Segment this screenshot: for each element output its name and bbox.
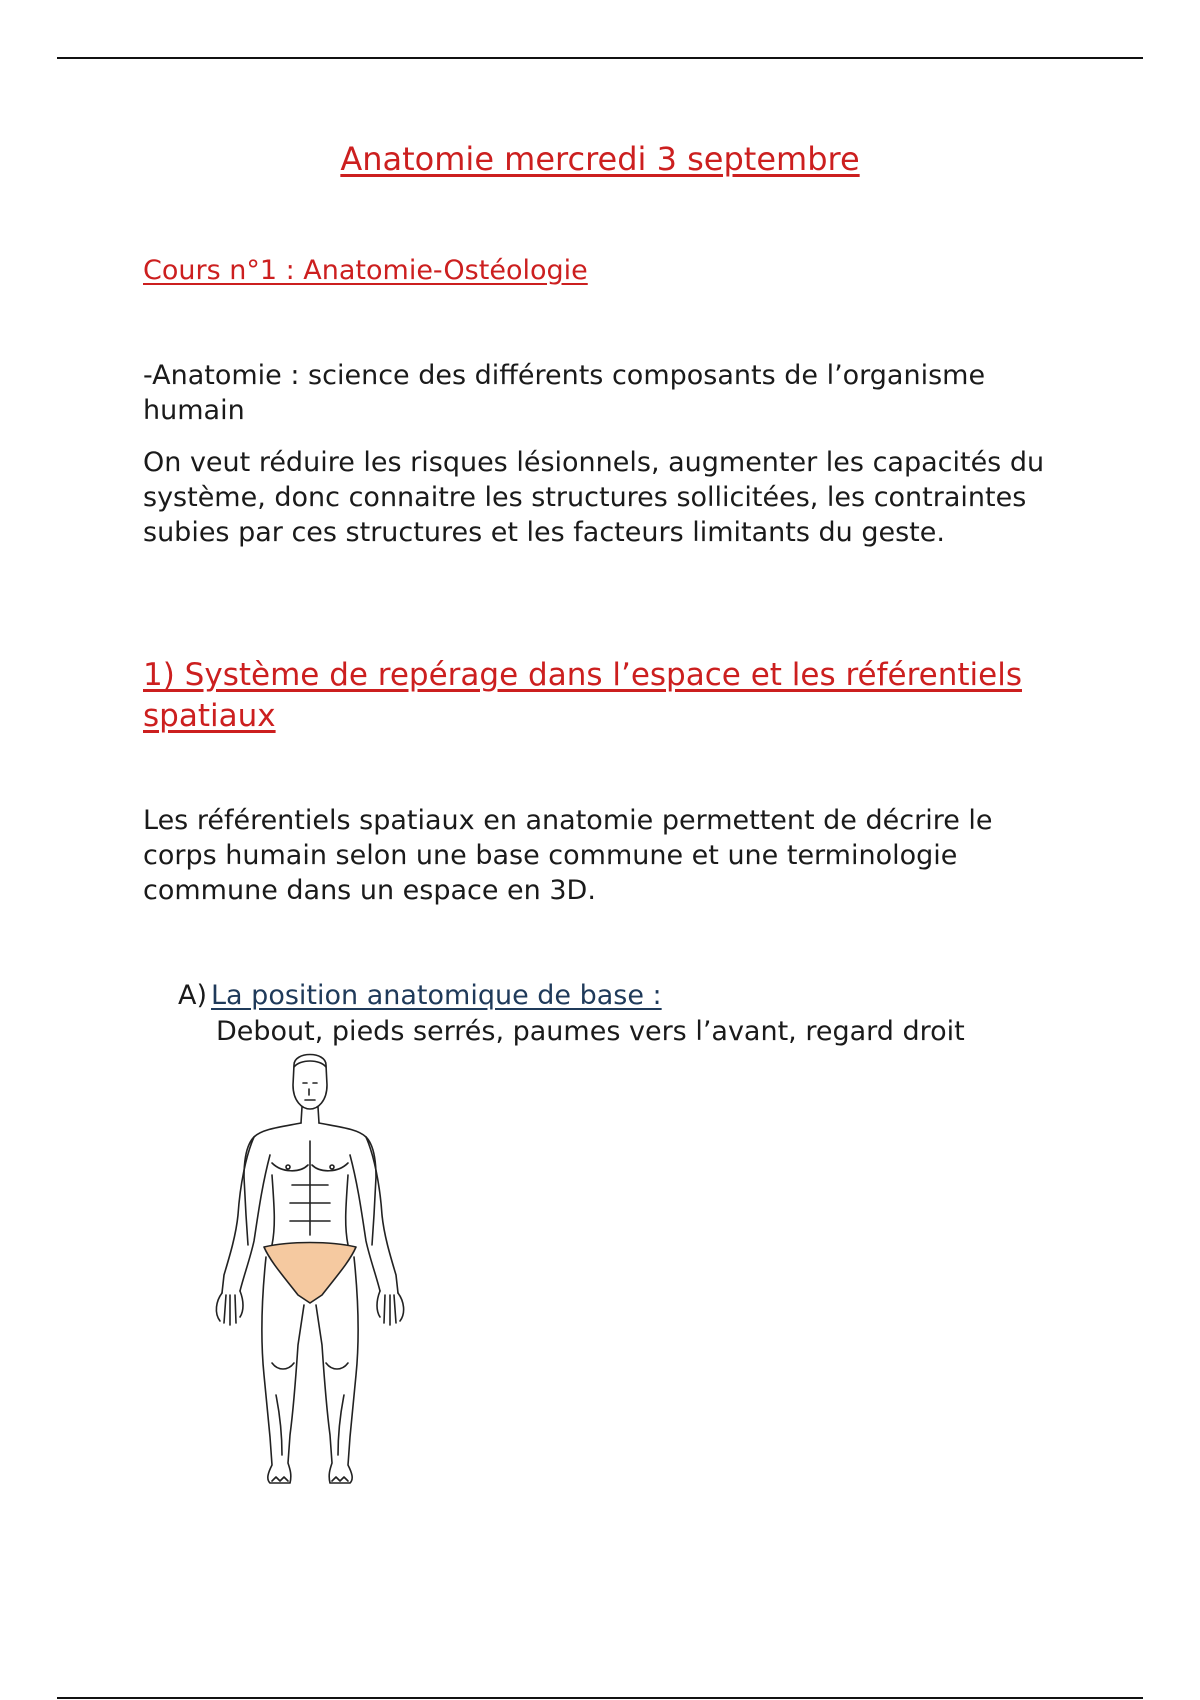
subsection-description: Debout, pieds serrés, paumes vers l’avant, regard droit xyxy=(216,1016,965,1047)
briefs xyxy=(264,1243,356,1304)
section-heading: 1) Système de repérage dans l’espace et les référentiels spatiaux xyxy=(143,657,1022,734)
objectives-paragraph: On veut réduire les risques lésionnels, augmenter les capacités du système, donc connaitre les structures sollicitées, les contraintes subies par ces structures et les facteurs limitants du geste. xyxy=(143,447,1045,548)
left-hand xyxy=(216,1291,243,1325)
human-anatomical-position-icon xyxy=(210,1045,410,1505)
anatomy-definition: -Anatomie : science des différents composants de l’organisme humain xyxy=(143,360,986,426)
subsection-title: La position anatomique de base : xyxy=(211,980,662,1011)
section-paragraph: Les référentiels spatiaux en anatomie permettent de décrire le corps humain selon une base commune et une terminologie commune dans un espace en 3D. xyxy=(143,805,993,906)
document-title: Anatomie mercredi 3 septembre xyxy=(340,140,860,178)
bottom-rule xyxy=(57,1697,1143,1699)
subsection-letter: A) xyxy=(178,980,208,1011)
right-arm xyxy=(366,1137,398,1293)
subsection-heading xyxy=(178,978,662,1013)
course-heading: Cours n°1 : Anatomie-Ostéologie xyxy=(143,255,588,286)
right-hand xyxy=(377,1291,404,1325)
top-rule xyxy=(57,57,1143,59)
left-arm xyxy=(222,1137,254,1293)
